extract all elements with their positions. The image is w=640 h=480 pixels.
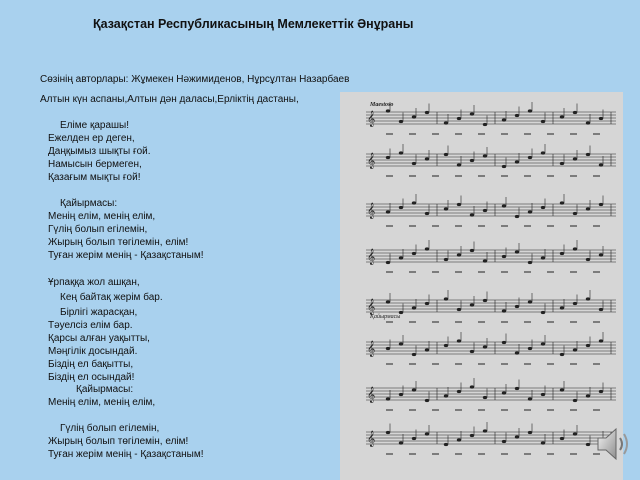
chorus2-line-2: Гүлің болып егілемін, — [60, 423, 160, 434]
first-lyric-line: Алтын күн аспаны,Алтын дән даласы,Ерліктің дастаны, — [40, 94, 299, 105]
note-head — [586, 344, 590, 347]
note-head — [599, 339, 603, 342]
note-head — [412, 306, 416, 309]
treble-clef-icon: 𝄞 — [367, 299, 376, 315]
note-head — [444, 344, 448, 347]
speaker-icon[interactable] — [594, 424, 632, 464]
note-head — [560, 201, 564, 204]
note-head — [560, 162, 564, 165]
note-head — [515, 435, 519, 438]
note-head — [560, 115, 564, 118]
chorus1-label: Қайырмасы: — [60, 198, 118, 209]
note-head — [528, 431, 532, 434]
chorus2-line-1: Менің елім, менің елім, — [48, 397, 156, 408]
note-head — [573, 157, 577, 160]
note-head — [599, 117, 603, 120]
page-title: Қазақстан Республикасының Мемлекеттік Әнұраны — [93, 17, 414, 31]
verse1-line-3: Даңқымыз шықты ғой. — [48, 146, 151, 157]
note-head — [541, 393, 545, 396]
note-head — [457, 308, 461, 311]
note-head — [457, 253, 461, 256]
note-head — [425, 432, 429, 435]
note-head — [399, 311, 403, 314]
note-head — [386, 300, 390, 303]
verse2-line-5: Қарсы алған уақытты, — [48, 333, 150, 344]
note-head — [399, 151, 403, 154]
verse2-line-2: Кең байтақ жерім бар. — [60, 292, 163, 303]
note-head — [599, 203, 603, 206]
note-head — [483, 259, 487, 262]
note-head — [470, 159, 474, 162]
treble-clef-icon: 𝄞 — [367, 431, 376, 447]
note-head — [457, 163, 461, 166]
note-head — [515, 305, 519, 308]
note-head — [599, 253, 603, 256]
note-head — [399, 206, 403, 209]
verse2-line-8: Біздің ел осындай! — [48, 372, 135, 383]
treble-clef-icon: 𝄞 — [367, 341, 376, 357]
verse2-line-1: Ұрпаққа жол ашқан, — [48, 277, 140, 288]
treble-clef-icon: 𝄞 — [367, 111, 376, 127]
note-head — [573, 111, 577, 114]
note-head — [444, 394, 448, 397]
note-head — [586, 207, 590, 210]
chorus2-line-4: Туған жерім менің - Қазақстаным! — [48, 449, 204, 460]
note-head — [470, 385, 474, 388]
note-head — [444, 297, 448, 300]
note-head — [541, 206, 545, 209]
note-head — [399, 393, 403, 396]
note-head — [412, 252, 416, 255]
note-head — [515, 351, 519, 354]
note-head — [599, 163, 603, 166]
tempo-marking: Maestoso — [370, 102, 394, 108]
note-head — [515, 114, 519, 117]
note-head — [502, 255, 506, 258]
note-head — [573, 212, 577, 215]
note-head — [425, 399, 429, 402]
note-head — [528, 156, 532, 159]
note-head — [502, 204, 506, 207]
chorus1-line-3: Жырың болып төгілемін, елім! — [48, 237, 189, 248]
note-head — [541, 311, 545, 314]
treble-clef-icon: 𝄞 — [367, 153, 376, 169]
note-head — [560, 437, 564, 440]
note-head — [386, 431, 390, 434]
verse2-line-6: Мәңгілік досындай. — [48, 346, 138, 357]
treble-clef-icon: 𝄞 — [367, 203, 376, 219]
note-head — [528, 261, 532, 264]
note-head — [573, 399, 577, 402]
note-head — [528, 210, 532, 213]
note-head — [541, 342, 545, 345]
chorus2-line-3: Жырың болып төгілемін, елім! — [48, 436, 189, 447]
chorus1-line-1: Менің елім, менің елім, — [48, 211, 156, 222]
note-head — [586, 443, 590, 446]
note-head — [586, 258, 590, 261]
verse1-line-5: Қазағым мықты ғой! — [48, 172, 141, 183]
note-head — [444, 443, 448, 446]
note-head — [470, 434, 474, 437]
treble-clef-icon: 𝄞 — [367, 249, 376, 265]
note-head — [412, 115, 416, 118]
verse2-line-4: Тәуелсіз елім бар. — [48, 320, 133, 331]
note-head — [470, 249, 474, 252]
note-head — [483, 345, 487, 348]
note-head — [541, 120, 545, 123]
verse2-line-7: Біздің ел бақытты, — [48, 359, 134, 370]
note-head — [425, 302, 429, 305]
note-head — [586, 394, 590, 397]
note-head — [444, 121, 448, 124]
note-head — [483, 429, 487, 432]
note-head — [573, 247, 577, 250]
note-head — [483, 123, 487, 126]
note-head — [444, 153, 448, 156]
note-head — [502, 440, 506, 443]
verse1-line-1: Еліме қарашы! — [60, 120, 129, 131]
sheet-music-drawing — [340, 92, 623, 480]
note-head — [470, 350, 474, 353]
note-head — [412, 201, 416, 204]
note-head — [457, 117, 461, 120]
note-head — [502, 391, 506, 394]
authors-line: Сөзінің авторлары: Жұмекен Нәжимиденов, Нұрсұлтан Назарбаев — [40, 74, 350, 85]
note-head — [386, 261, 390, 264]
note-head — [386, 156, 390, 159]
note-head — [483, 299, 487, 302]
note-head — [425, 247, 429, 250]
note-head — [586, 121, 590, 124]
note-head — [560, 252, 564, 255]
note-head — [386, 397, 390, 400]
note-head — [528, 397, 532, 400]
verse2-line-3: Бірлігі жарасқан, — [60, 307, 138, 318]
verse1-line-2: Ежелден ер деген, — [48, 133, 135, 144]
section-marking: Қайырмасы — [370, 314, 401, 320]
note-head — [599, 390, 603, 393]
treble-clef-icon: 𝄞 — [367, 387, 376, 403]
note-head — [412, 437, 416, 440]
note-head — [483, 209, 487, 212]
note-head — [560, 353, 564, 356]
note-head — [528, 300, 532, 303]
note-head — [399, 120, 403, 123]
note-head — [515, 160, 519, 163]
chorus2-label: Қайырмасы: — [76, 384, 134, 395]
note-head — [444, 258, 448, 261]
chorus1-line-2: Гүлің болып егілемін, — [48, 224, 148, 235]
note-head — [541, 441, 545, 444]
note-head — [541, 256, 545, 259]
note-head — [425, 348, 429, 351]
note-head — [457, 339, 461, 342]
note-head — [425, 111, 429, 114]
chorus1-line-4: Туған жерім менің - Қазақстаным! — [48, 250, 204, 261]
note-head — [470, 213, 474, 216]
note-head — [386, 347, 390, 350]
note-head — [515, 250, 519, 253]
note-head — [502, 309, 506, 312]
note-head — [502, 165, 506, 168]
note-head — [483, 396, 487, 399]
note-head — [457, 203, 461, 206]
note-head — [386, 210, 390, 213]
note-head — [528, 347, 532, 350]
note-head — [457, 390, 461, 393]
note-head — [399, 342, 403, 345]
note-head — [412, 162, 416, 165]
note-head — [425, 157, 429, 160]
note-head — [399, 256, 403, 259]
note-head — [412, 388, 416, 391]
note-head — [560, 388, 564, 391]
note-head — [573, 348, 577, 351]
note-head — [470, 112, 474, 115]
note-head — [586, 153, 590, 156]
note-head — [560, 306, 564, 309]
note-head — [502, 118, 506, 121]
note-head — [444, 207, 448, 210]
note-head — [599, 308, 603, 311]
note-head — [386, 109, 390, 112]
note-head — [573, 432, 577, 435]
sheet-music-image — [340, 92, 623, 480]
note-head — [528, 109, 532, 112]
note-head — [515, 215, 519, 218]
note-head — [515, 387, 519, 390]
note-head — [470, 303, 474, 306]
note-head — [457, 438, 461, 441]
note-head — [586, 297, 590, 300]
note-head — [425, 212, 429, 215]
note-head — [483, 154, 487, 157]
note-head — [412, 353, 416, 356]
note-head — [399, 441, 403, 444]
verse1-line-4: Намысын бермеген, — [48, 159, 142, 170]
note-head — [541, 151, 545, 154]
note-head — [502, 341, 506, 344]
note-head — [573, 302, 577, 305]
